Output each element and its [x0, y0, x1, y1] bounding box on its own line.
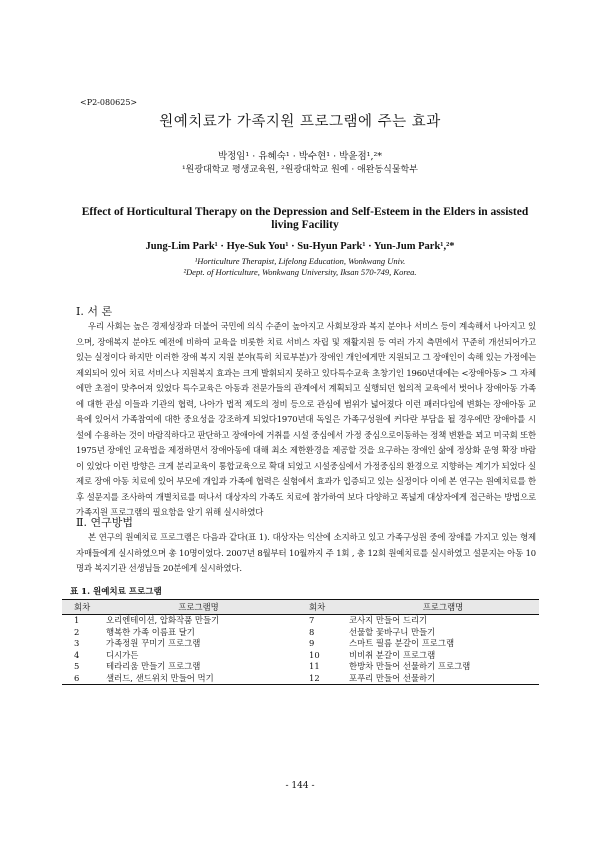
program-name: 코사지 만들어 드리기 — [349, 615, 428, 625]
session-number: 10 — [309, 649, 320, 660]
session-number: 6 — [62, 673, 104, 685]
session-number: 1 — [74, 615, 80, 625]
session-number: 7 — [309, 615, 315, 625]
program-name: 비비취 분갈이 프로그램 — [349, 649, 436, 660]
session-number: 3 — [74, 638, 80, 648]
session-number: 5 — [74, 661, 80, 671]
session-number: 9 — [309, 638, 315, 648]
program-name: 스마트 필름 분갈이 프로그램 — [349, 638, 455, 648]
english-title: Effect of Horticultural Therapy on the Depression and Self-Esteem in the Elders in assisted living Facility — [81, 206, 529, 231]
table-row — [62, 638, 539, 650]
header-program-1: 프로그램명 — [104, 600, 293, 615]
korean-title: 원예치료가 가족지원 프로그램에 주는 효과 — [159, 114, 441, 130]
introduction-paragraph: 우리 사회는 높은 경제성장과 더불어 국민에 의식 수준이 높아지고 사회보장과 복지 분야나 서비스 등이 계속해서 나아지고 있으며, 장애복지 분야도 예전에 비하여 교육을 비롯한 치료 서비스 자립 및 재활지원 등 여러 가지 측면에서 꾸준히 개선되어가고 있는 실정이다 하지만 이러한 장애 복지 지원 분야(특히 치료부분)가 장애인 개인에게만 지원되고 그 장애인이 속해 있는 가정에는 제외되어 있어 치료 서비스나 지원복지 효과는 크게 발휘되지 못하고 있다특수교육 초창기인 1960년대에는 <장애아동> 그 자체에만 초점이 맞추어져 있었다 특수교육은 아동과 전문가들의 관계에서 계획되고 실행되던 협의적 교육에서 벗어나 장애아동 가족에 대한 관심 이들과 기관의 협력, 나아가 법적 제도의 정비 등으로 관심에 범위가 넓어졌다 이런 패러다임에 변화는 장애아동 교육에 있어서 가족참여에 대한 중요성을 강조하게 되었다1970년대 독일은 가족구성원에 커다란 부담을 될 경우에만 장애아를 시설에 수용하는 것이 바람직하다고 판단하고 장애아에 거취를 시설 중심에서 가정 중심으로이동하는 정책 변환을 꾀고 미국회 또한 1975년 장애인 교육법을 제정하면서 장애아동에 대해 최소 제한환경을 제공할 것을 요구하는 장애인 삶에 정상화 운영 확장 바람이 있었다 이런 방향은 크게 분리교육이 통합교육으로 확대 되었고 시설중심에서 가정중심의 환경으로 지향하는 계기가 되었다 실제로 장애 아동 치료에 있어 부모에 개입과 가족에 협력은 실험에서 효과가 입증되고 있는 실정이다 이에 본 연구는 원예치료를 한 후 설문지를 조사하여 개별치료를 떠나서 대상자의 가족도 치료에 참가하여 보다 다양하고 폭넓게 대상자에게 접근하는 방법으로 가족지원 프로그램의 필요함을 알기 위해 실시하였다 — [76, 321, 536, 517]
table-row — [62, 615, 539, 627]
program-name: 테라리움 만들기 프로그램 — [106, 661, 201, 671]
table-row — [62, 627, 539, 639]
program-name: 샐러드, 샌드위치 만들어 먹기 — [104, 673, 293, 685]
english-authors: Jung-Lim Park¹ · Hye-Suk You¹ · Su-Hyun Park¹ · Yun-Jum Park¹,²* — [145, 241, 455, 252]
header-session-1: 회차 — [62, 600, 104, 615]
section-heading-introduction: Ⅰ. 서 론 — [76, 305, 113, 318]
korean-authors: 박정임¹ · 유혜숙¹ · 박수현¹ · 박윤점¹,²* — [217, 151, 383, 162]
session-number: 8 — [309, 626, 315, 637]
korean-affiliations: ¹원광대학교 평생교육원, ²원광대학교 원예 · 애완동식물학부 — [182, 165, 418, 175]
section-heading-methods: Ⅱ. 연구방법 — [76, 516, 133, 529]
table-row — [62, 673, 539, 685]
session-number: 12 — [293, 673, 347, 685]
page-number: - 144 - — [285, 781, 315, 791]
table-caption: 표 1. 원예치료 프로그램 — [70, 587, 162, 597]
program-name: 디시가든 — [106, 649, 139, 660]
program-name: 가족정원 꾸미기 프로그램 — [106, 638, 201, 648]
english-affiliation-1: ¹Horticulture Therapist, Lifelong Education, Wonkwang Univ. — [194, 256, 406, 266]
program-table — [62, 599, 539, 685]
session-number: 11 — [309, 661, 320, 671]
english-affiliation-2: ²Dept. of Horticulture, Wonkwang University, Iksan 570-749, Korea. — [183, 267, 417, 277]
paper-code: <P2-080625> — [80, 98, 138, 107]
program-name: 오리엔테이션, 압화작품 만들기 — [106, 615, 220, 625]
program-name: 포푸리 만들어 선물하기 — [347, 673, 539, 685]
header-session-2: 회차 — [293, 600, 347, 615]
methods-paragraph: 본 연구의 원예치료 프로그램은 다음과 같다(표 1). 대상자는 익산에 소지하고 있고 가족구성원 중에 장애를 가지고 있는 형제자매들에게 실시하였으며 총 10명이었다. 2007년 8월부터 10월까지 주 1회 , 총 12회 원예치료를 실시하였고 설문지는 아동 10명과 복지기관 선생님들 20분에게 실시하였다. — [76, 532, 536, 573]
program-name: 행복한 가족 이름표 달기 — [106, 626, 195, 637]
header-program-2: 프로그램명 — [347, 600, 539, 615]
session-number: 2 — [74, 626, 80, 637]
table-row — [62, 650, 539, 662]
program-name: 선물할 꽃바구니 만들기 — [349, 626, 436, 637]
table-header-row — [62, 600, 539, 615]
program-name: 한방차 만들어 선물하기 프로그램 — [349, 661, 471, 671]
table-row — [62, 661, 539, 673]
session-number: 4 — [74, 649, 80, 660]
